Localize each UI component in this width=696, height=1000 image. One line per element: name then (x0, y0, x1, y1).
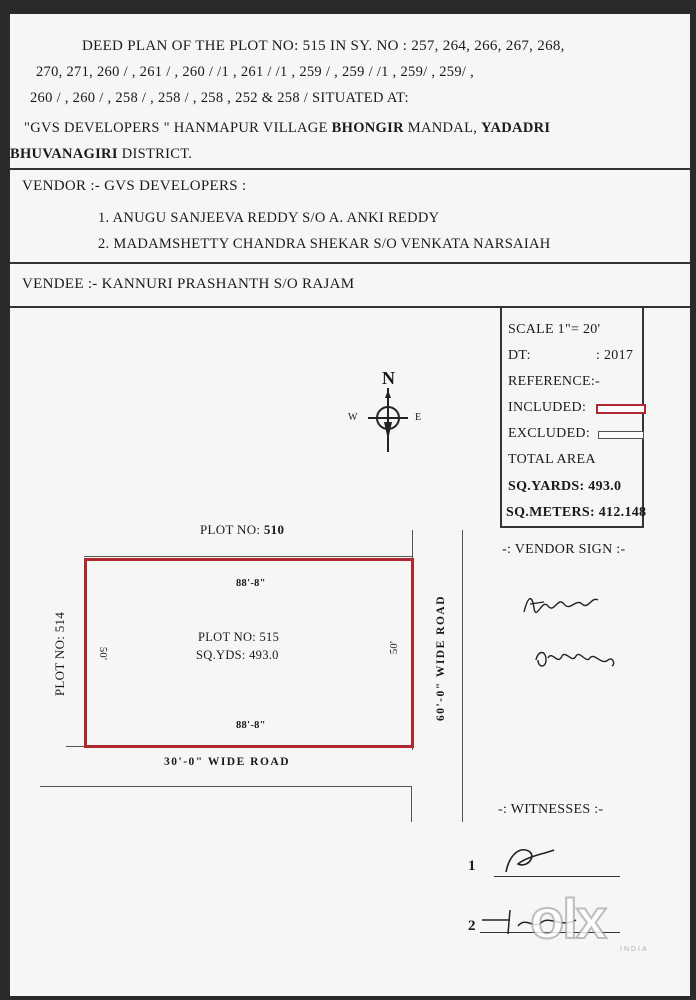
reference-label: REFERENCE:- (508, 374, 600, 389)
district-name-part2: BHUVANAGIRI (10, 146, 118, 162)
witnesses-label: -: WITNESSES :- (498, 802, 604, 817)
header-line-1: DEED PLAN OF THE PLOT NO: 515 IN SY. NO : 257, 264, 266, 267, 268, (82, 38, 565, 54)
vendor-signature-2 (532, 646, 618, 674)
plot-515-label: PLOT NO: 515 (198, 630, 280, 644)
header-line-2: 270, 271, 260 / , 261 / , 260 / /1 , 261 / /1 , 259 / , 259 / /1 , 259/ , 259/ , (36, 64, 475, 80)
excluded-label: EXCLUDED: (508, 426, 591, 441)
header-line-5 (10, 146, 192, 163)
date-label: DT: (508, 348, 531, 363)
mandal-name: BHONGIR (331, 120, 404, 136)
left-dimension: 50' (97, 646, 109, 661)
mandal-label: MANDAL, (403, 120, 482, 136)
olx-watermark-subtext: INDIA (620, 946, 649, 953)
plot-515-area: SQ.YDS: 493.0 (196, 648, 279, 662)
bottom-dimension: 88'-8" (236, 720, 266, 731)
header-line-4 (24, 120, 550, 137)
north-neighbor-prefix: PLOT NO: (200, 522, 264, 537)
vendor-label: VENDOR :- GVS DEVELOPERS : (22, 178, 247, 194)
divider-header (10, 168, 690, 170)
date-value: : 2017 (596, 348, 634, 363)
info-box-bottom-border (500, 526, 644, 528)
included-label: INCLUDED: (508, 400, 587, 415)
included-legend-swatch (596, 404, 646, 414)
olx-watermark-logo: olx (530, 887, 605, 950)
compass-west: W (348, 412, 358, 423)
sq-meters-value: SQ.METERS: 412.148 (506, 505, 647, 520)
witness-1-signature (500, 842, 560, 876)
developer-village: "GVS DEVELOPERS " HANMAPUR VILLAGE (24, 120, 332, 136)
south-road-edge-bottom (40, 786, 412, 787)
vendor-person-2: 2. MADAMSHETTY CHANDRA SHEKAR S/O VENKATA NARSAIAH (98, 236, 551, 252)
right-dimension: 50' (389, 640, 401, 655)
excluded-legend-swatch (598, 431, 644, 439)
north-boundary-line (84, 556, 412, 557)
top-dimension: 88'-8" (236, 578, 266, 589)
total-area-label: TOTAL AREA (508, 452, 596, 467)
witness-1-line (494, 876, 620, 877)
info-box-right-border (642, 306, 644, 528)
north-neighbor-label (200, 522, 284, 538)
vendor-person-1: 1. ANUGU SANJEEVA REDDY S/O A. ANKI REDDY (98, 210, 440, 226)
witness-2-number: 2 (468, 918, 476, 934)
info-box-left-border (500, 306, 502, 528)
south-road-label: 30'-0" WIDE ROAD (164, 756, 291, 768)
east-road-label: 60'-0" WIDE ROAD (435, 594, 448, 722)
sq-yards-value: SQ.YARDS: 493.0 (508, 479, 622, 494)
west-neighbor-label: PLOT NO: 514 (52, 611, 68, 697)
divider-vendor (10, 262, 690, 264)
district-label: DISTRICT. (117, 146, 193, 162)
south-road-corner (411, 786, 412, 822)
header-line-3: 260 / , 260 / , 258 / , 258 / , 258 , 252 & 258 / SITUATED AT: (30, 90, 409, 106)
district-name-part1: YADADRI (481, 120, 551, 136)
compass-north: N (382, 368, 396, 388)
vendor-signature-1 (520, 590, 604, 618)
scale-label: SCALE 1"= 20' (508, 322, 601, 337)
compass-east: E (415, 412, 422, 423)
divider-vendee (10, 306, 690, 308)
witness-1-number: 1 (468, 858, 476, 874)
east-road-edge-right (462, 530, 463, 822)
north-neighbor-number: 510 (263, 522, 285, 537)
vendor-sign-label: -: VENDOR SIGN :- (502, 542, 626, 557)
vendee-label: VENDEE :- KANNURI PRASHANTH S/O RAJAM (22, 276, 355, 292)
